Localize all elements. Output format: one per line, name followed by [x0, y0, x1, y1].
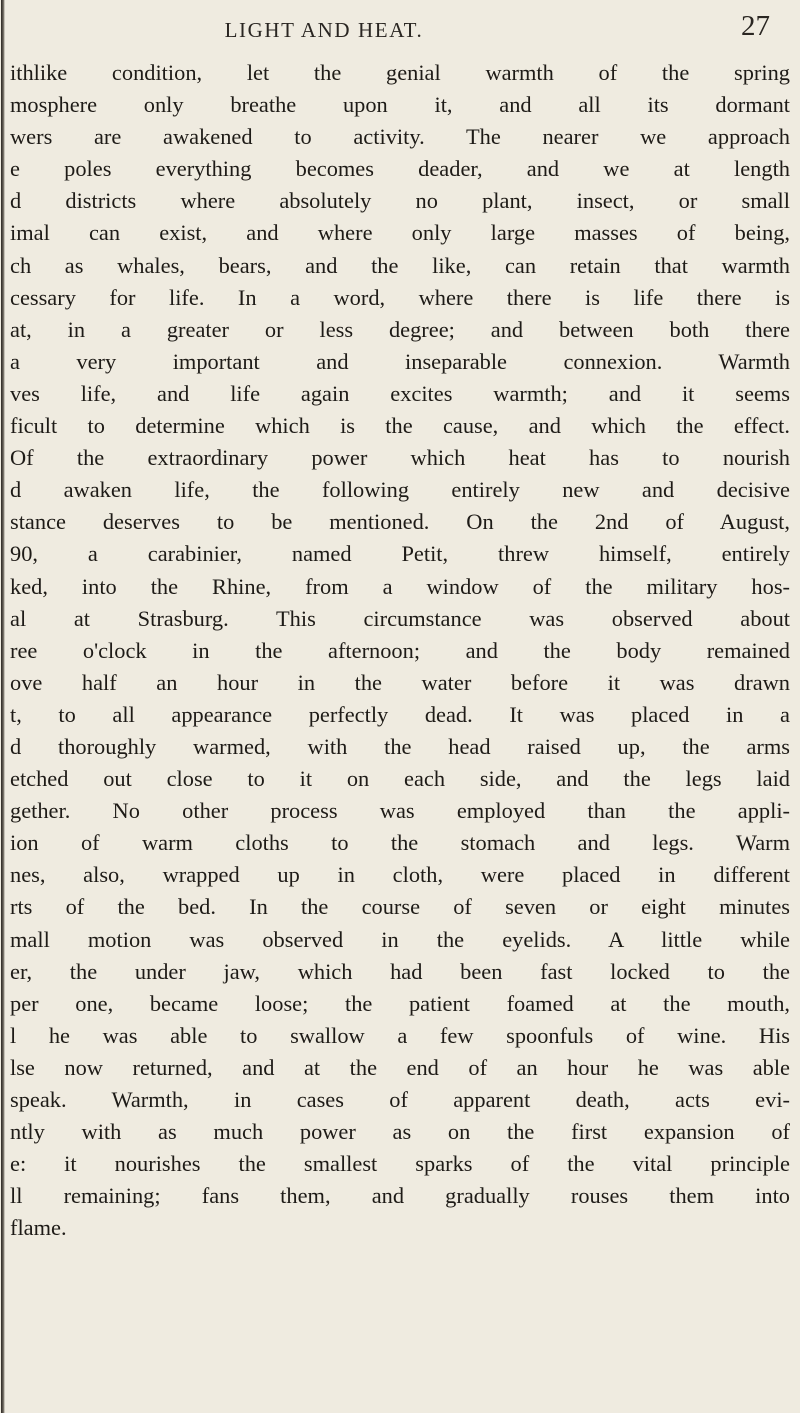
- running-head: [0, 10, 800, 50]
- text-line: ked, into the Rhine, from a window of the military hos-: [10, 573, 790, 599]
- text-line: nes, also, wrapped up in cloth, were placed in different: [10, 862, 790, 888]
- text-line: stance deserves to be mentioned. On the 2nd of August,: [10, 509, 790, 535]
- text-line: ficult to determine which is the cause, and which the effect.: [10, 413, 790, 439]
- text-line: 90, a carabinier, named Petit, threw himself, entirely: [10, 541, 790, 567]
- text-line: at, in a greater or less degree; and between both there: [10, 316, 790, 342]
- text-line: speak. Warmth, in cases of apparent death, acts evi-: [10, 1087, 790, 1112]
- text-line: er, the under jaw, which had been fast locked to the: [10, 958, 790, 984]
- text-line: rts of the bed. In the course of seven or eight minutes: [10, 894, 790, 920]
- text-line: Of the extraordinary power which heat has to nourish: [10, 445, 790, 471]
- text-line: e poles everything becomes deader, and we at length: [10, 156, 790, 182]
- text-line: mall motion was observed in the eyelids. A little while: [10, 926, 790, 952]
- text-line: ithlike condition, let the genial warmth of the spring: [10, 60, 790, 85]
- text-line: al at Strasburg. This circumstance was observed about: [10, 605, 790, 631]
- text-line: d districts where absolutely no plant, insect, or small: [10, 188, 790, 214]
- page-number: 27: [741, 10, 770, 42]
- text-line: l he was able to swallow a few spoonfuls of wine. His: [10, 1022, 790, 1048]
- text-line: ove half an hour in the water before it was drawn: [10, 669, 790, 695]
- text-line: ion of warm cloths to the stomach and legs. Warm: [10, 830, 790, 856]
- page-gutter-edge: [1, 0, 5, 1413]
- text-line: etched out close to it on each side, and the legs laid: [10, 766, 790, 792]
- body-text: [10, 57, 790, 1244]
- text-line: ves life, and life again excites warmth; and it seems: [10, 380, 790, 406]
- text-line: lse now returned, and at the end of an hour he was able: [10, 1054, 790, 1080]
- text-line: e: it nourishes the smallest sparks of the vital principle: [10, 1151, 790, 1177]
- text-line: flame.: [10, 1215, 67, 1241]
- text-line: d awaken life, the following entirely new and decisive: [10, 477, 790, 503]
- text-line: d thoroughly warmed, with the head raised up, the arms: [10, 733, 790, 759]
- text-line: ree o'clock in the afternoon; and the body remained: [10, 637, 790, 663]
- text-line: a very important and inseparable connexion. Warmth: [10, 348, 790, 374]
- text-line: ch as whales, bears, and the like, can retain that warmth: [10, 252, 790, 278]
- text-line: cessary for life. In a word, where there is life there is: [10, 284, 790, 310]
- running-head-title: LIGHT AND HEAT.: [224, 18, 424, 42]
- text-line: ntly with as much power as on the first expansion of: [10, 1119, 790, 1145]
- text-line: mosphere only breathe upon it, and all its dormant: [10, 92, 790, 118]
- text-line: wers are awakened to activity. The nearer we approach: [10, 124, 790, 150]
- text-line: imal can exist, and where only large masses of being,: [10, 220, 790, 246]
- text-line: ll remaining; fans them, and gradually rouses them into: [10, 1183, 790, 1209]
- text-line: per one, became loose; the patient foamed at the mouth,: [10, 990, 790, 1016]
- text-line: t, to all appearance perfectly dead. It was placed in a: [10, 701, 790, 727]
- text-line: gether. No other process was employed than the appli-: [10, 798, 790, 824]
